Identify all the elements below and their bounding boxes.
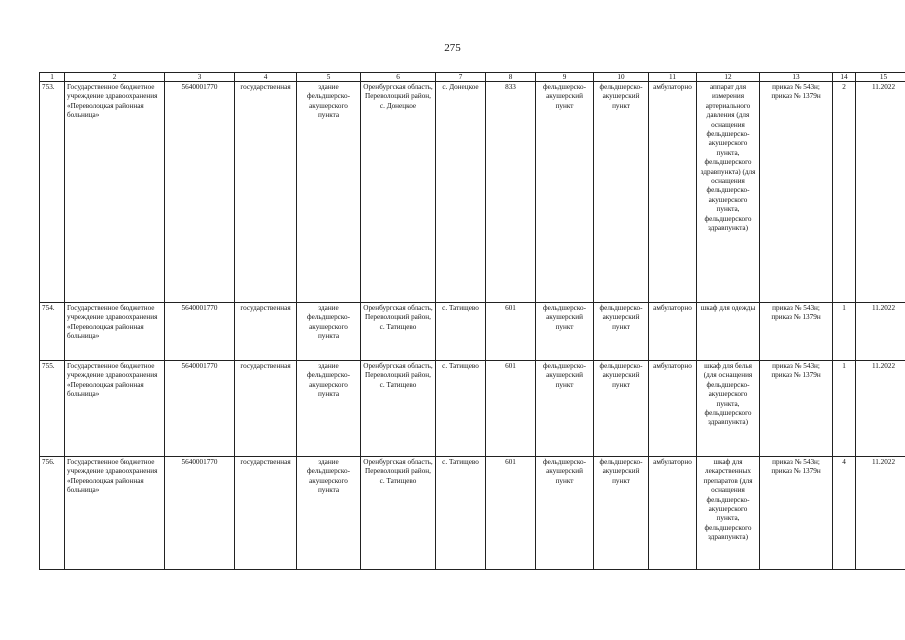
building-cell: здание фельдшерско-акушерского пункта bbox=[297, 303, 361, 361]
date-cell: 11.2022 bbox=[856, 82, 905, 303]
organization-name: Государственное бюджетное учреждение здравоохранения «Переволоцкая районная больница» bbox=[65, 361, 165, 457]
table-row bbox=[40, 361, 905, 457]
village-cell: с. Татищево bbox=[436, 361, 486, 457]
table-row bbox=[40, 457, 905, 570]
order-cell: приказ № 543н; приказ № 1379н bbox=[760, 303, 833, 361]
village-cell: с. Донецкое bbox=[436, 82, 486, 303]
row-number: 756. bbox=[40, 457, 65, 570]
order-cell: приказ № 543н; приказ № 1379н bbox=[760, 361, 833, 457]
address-cell: Оренбургская область, Переволоцкий район, с. Донецкое bbox=[361, 82, 436, 303]
equipment-cell: шкаф для одежды bbox=[697, 303, 760, 361]
inn-cell: 5640001770 bbox=[165, 361, 235, 457]
inn-cell: 5640001770 bbox=[165, 457, 235, 570]
care-mode-cell: амбулаторно bbox=[649, 82, 697, 303]
population-cell: 833 bbox=[486, 82, 536, 303]
population-cell: 601 bbox=[486, 361, 536, 457]
equipment-table bbox=[39, 72, 905, 570]
date-cell: 11.2022 bbox=[856, 361, 905, 457]
care-mode-cell: амбулаторно bbox=[649, 361, 697, 457]
column-header: 3 bbox=[165, 73, 235, 82]
column-header: 15 bbox=[856, 73, 905, 82]
quantity-cell: 2 bbox=[833, 82, 856, 303]
ownership-cell: государственная bbox=[235, 361, 297, 457]
equipment-cell: аппарат для измерения артериального давления (для оснащения фельдшерско-акушерского пункта, фельдшерского здравпункта) (для оснащения фельдшерско-акушерского пункта, фельдшерского здравпункта) bbox=[697, 82, 760, 303]
column-header: 5 bbox=[297, 73, 361, 82]
column-header: 10 bbox=[594, 73, 649, 82]
column-header: 8 bbox=[486, 73, 536, 82]
care-mode-cell: амбулаторно bbox=[649, 303, 697, 361]
ownership-cell: государственная bbox=[235, 82, 297, 303]
facility-type-cell: фельдшерско-акушерский пункт bbox=[594, 361, 649, 457]
population-cell: 601 bbox=[486, 457, 536, 570]
order-cell: приказ № 543н; приказ № 1379н bbox=[760, 82, 833, 303]
village-cell: с. Татищево bbox=[436, 457, 486, 570]
column-header: 1 bbox=[40, 73, 65, 82]
table-row bbox=[40, 303, 905, 361]
equipment-cell: шкаф для белья (для оснащения фельдшерско-акушерского пункта, фельдшерского здравпункта) bbox=[697, 361, 760, 457]
column-header: 7 bbox=[436, 73, 486, 82]
building-cell: здание фельдшерско-акушерского пункта bbox=[297, 82, 361, 303]
village-cell: с. Татищево bbox=[436, 303, 486, 361]
order-cell: приказ № 543н; приказ № 1379н bbox=[760, 457, 833, 570]
address-cell: Оренбургская область, Переволоцкий район, с. Татищево bbox=[361, 457, 436, 570]
inn-cell: 5640001770 bbox=[165, 303, 235, 361]
care-mode-cell: амбулаторно bbox=[649, 457, 697, 570]
column-header: 11 bbox=[649, 73, 697, 82]
column-header: 6 bbox=[361, 73, 436, 82]
quantity-cell: 1 bbox=[833, 361, 856, 457]
column-header: 14 bbox=[833, 73, 856, 82]
address-cell: Оренбургская область, Переволоцкий район, с. Татищево bbox=[361, 303, 436, 361]
facility-type-cell: фельдшерско-акушерский пункт bbox=[536, 303, 594, 361]
column-header: 4 bbox=[235, 73, 297, 82]
column-header: 2 bbox=[65, 73, 165, 82]
quantity-cell: 1 bbox=[833, 303, 856, 361]
column-header: 9 bbox=[536, 73, 594, 82]
row-number: 755. bbox=[40, 361, 65, 457]
facility-type-cell: фельдшерско-акушерский пункт bbox=[594, 303, 649, 361]
facility-type-cell: фельдшерско-акушерский пункт bbox=[594, 457, 649, 570]
organization-name: Государственное бюджетное учреждение здравоохранения «Переволоцкая районная больница» bbox=[65, 457, 165, 570]
equipment-cell: шкаф для лекарственных препаратов (для оснащения фельдшерско-акушерского пункта, фельдшерского здравпункта) bbox=[697, 457, 760, 570]
date-cell: 11.2022 bbox=[856, 457, 905, 570]
organization-name: Государственное бюджетное учреждение здравоохранения «Переволоцкая районная больница» bbox=[65, 82, 165, 303]
ownership-cell: государственная bbox=[235, 303, 297, 361]
ownership-cell: государственная bbox=[235, 457, 297, 570]
facility-type-cell: фельдшерско-акушерский пункт bbox=[536, 82, 594, 303]
date-cell: 11.2022 bbox=[856, 303, 905, 361]
facility-type-cell: фельдшерско-акушерский пункт bbox=[594, 82, 649, 303]
organization-name: Государственное бюджетное учреждение здравоохранения «Переволоцкая районная больница» bbox=[65, 303, 165, 361]
column-header: 12 bbox=[697, 73, 760, 82]
column-header: 13 bbox=[760, 73, 833, 82]
column-number-row bbox=[40, 73, 905, 82]
inn-cell: 5640001770 bbox=[165, 82, 235, 303]
table-row bbox=[40, 82, 905, 303]
facility-type-cell: фельдшерско-акушерский пункт bbox=[536, 457, 594, 570]
facility-type-cell: фельдшерско-акушерский пункт bbox=[536, 361, 594, 457]
quantity-cell: 4 bbox=[833, 457, 856, 570]
row-number: 754. bbox=[40, 303, 65, 361]
building-cell: здание фельдшерско-акушерского пункта bbox=[297, 361, 361, 457]
page-number: 275 bbox=[444, 42, 461, 54]
building-cell: здание фельдшерско-акушерского пункта bbox=[297, 457, 361, 570]
row-number: 753. bbox=[40, 82, 65, 303]
population-cell: 601 bbox=[486, 303, 536, 361]
address-cell: Оренбургская область, Переволоцкий район, с. Татищево bbox=[361, 361, 436, 457]
